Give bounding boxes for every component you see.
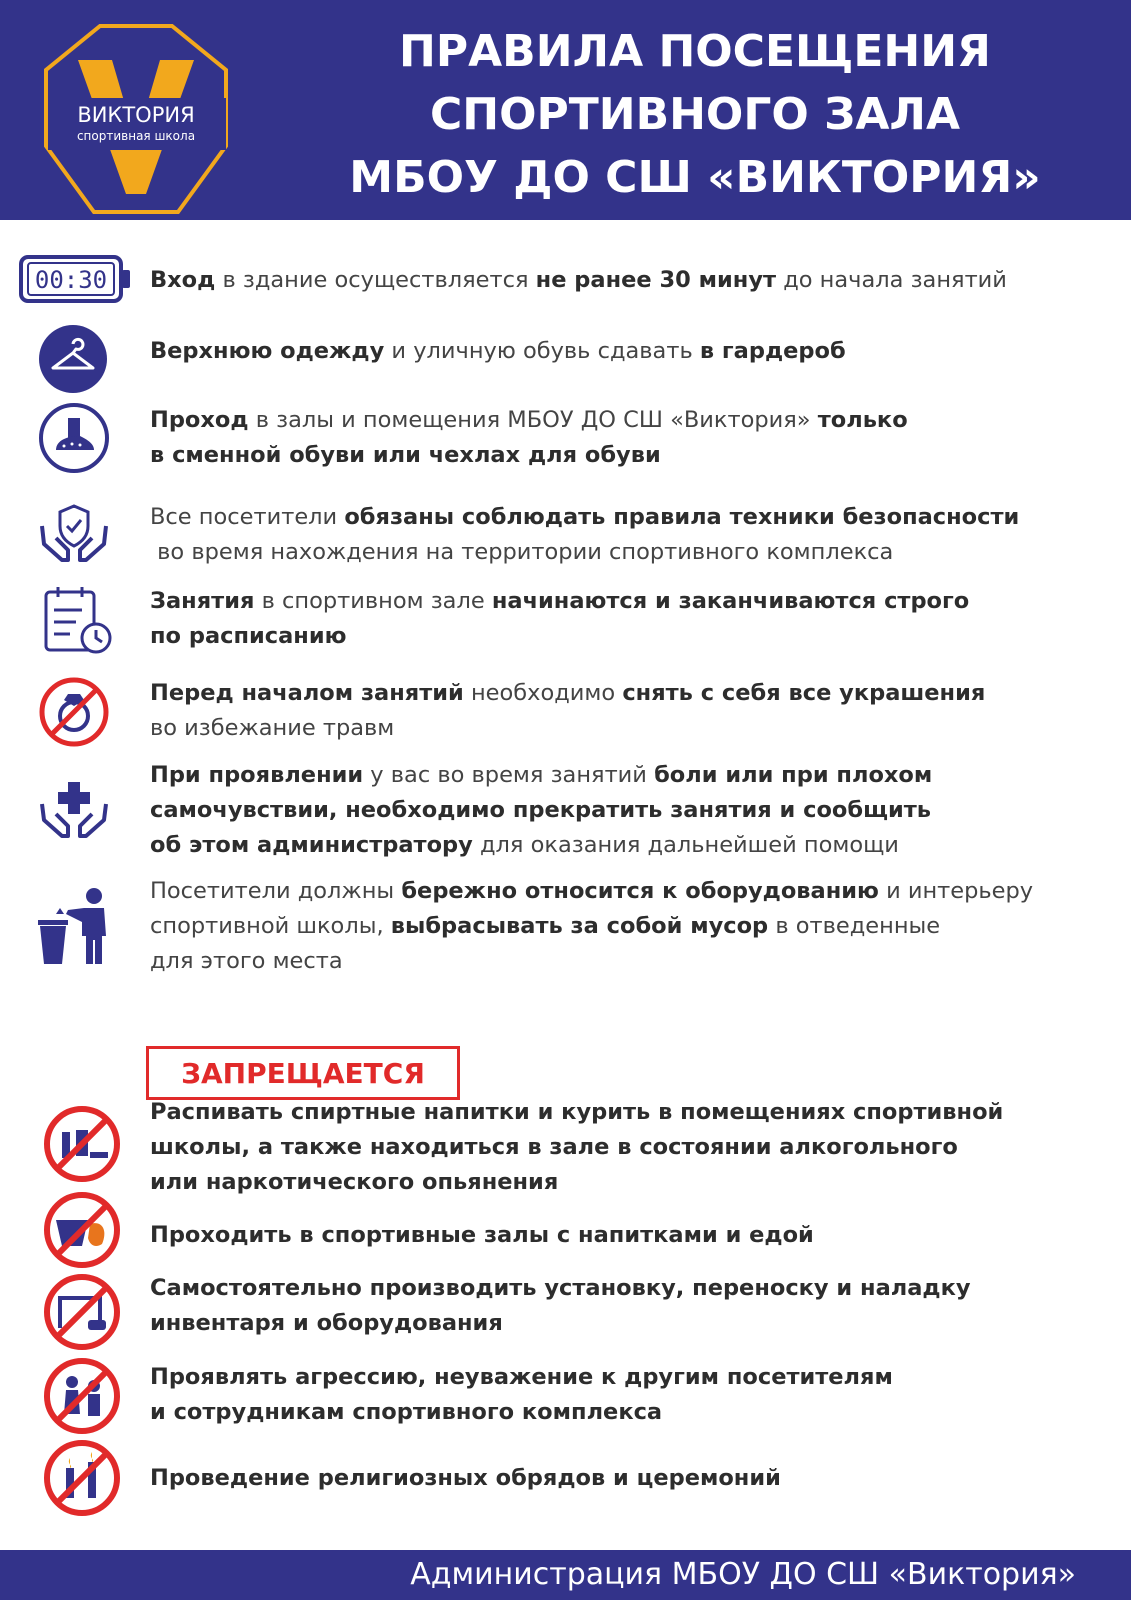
safety-shield-hands-icon xyxy=(38,500,110,564)
rule-jewelry xyxy=(150,676,985,746)
rule-line: самочувствии, необходимо прекратить занятия и сообщить xyxy=(150,797,931,823)
rule-health xyxy=(150,758,932,863)
rule-line: При проявлении у вас во время занятий боли или при плохом xyxy=(150,762,933,788)
rule-equipment-care xyxy=(150,874,1033,979)
rule-line: Проход в залы и помещения МБОУ ДО СШ «Виктория» только xyxy=(150,407,908,433)
ban-line: Распивать спиртные напитки и курить в помещениях спортивной xyxy=(150,1099,1004,1125)
rule-line: для этого места xyxy=(150,948,343,974)
ban-line: и сотрудникам спортивного комплекса xyxy=(150,1399,663,1425)
header-banner xyxy=(0,0,1131,220)
svg-text:спортивная школа: спортивная школа xyxy=(76,129,196,143)
footer-banner xyxy=(0,1550,1131,1600)
no-alcohol-smoking-icon xyxy=(42,1104,122,1184)
svg-text:ВИКТОРИЯ: ВИКТОРИЯ xyxy=(77,103,195,127)
no-food-drinks-icon xyxy=(42,1190,122,1270)
ban-line: Самостоятельно производить установку, переноску и наладку xyxy=(150,1275,971,1301)
rule-line: об этом администратору для оказания дальнейшей помощи xyxy=(150,832,899,858)
rule-line: спортивной школы, выбрасывать за собой мусор в отведенные xyxy=(150,913,941,939)
ban-line: Проявлять агрессию, неуважение к другим посетителям xyxy=(150,1364,893,1390)
medical-help-hands-icon xyxy=(38,778,110,840)
ban-line: Проходить в спортивные залы с напитками и едой xyxy=(150,1222,814,1248)
forbidden-religious-rites xyxy=(150,1461,781,1496)
clock-display: 00:30 xyxy=(34,266,108,294)
rule-line: во время нахождения на территории спортивного комплекса xyxy=(150,539,894,565)
rule-line: Перед началом занятий необходимо снять с себя все украшения xyxy=(150,680,986,706)
forbidden-alcohol-smoking xyxy=(150,1095,1003,1200)
shoe-cover-icon xyxy=(38,402,110,474)
school-logo xyxy=(38,22,234,218)
forbidden-equipment-setup xyxy=(150,1271,971,1341)
rule-line: Все посетители обязаны соблюдать правила техники безопасности xyxy=(150,504,1020,530)
rule-line: Посетители должны бережно относится к оборудованию и интерьеру xyxy=(150,878,1034,904)
rule-line: Верхнюю одежду и уличную обувь сдавать в гардероб xyxy=(150,338,846,364)
rule-line: по расписанию xyxy=(150,623,347,649)
ban-line: Проведение религиозных обрядов и церемоний xyxy=(150,1465,781,1491)
rule-line: во избежание травм xyxy=(150,715,395,741)
page-title xyxy=(300,20,1090,209)
rule-safety xyxy=(150,500,1019,570)
forbidden-aggression xyxy=(150,1360,893,1430)
forbidden-heading: ЗАПРЕЩАЕТСЯ xyxy=(146,1046,460,1100)
rule-line: Вход в здание осуществляется не ранее 30 минут до начала занятий xyxy=(150,267,1007,293)
no-jewelry-icon xyxy=(38,676,110,748)
no-equipment-setup-icon xyxy=(42,1272,122,1352)
forbidden-food-drinks xyxy=(150,1218,814,1253)
rule-schedule xyxy=(150,584,969,654)
title-line: ПРАВИЛА ПОСЕЩЕНИЯ xyxy=(399,26,991,77)
trash-disposal-icon xyxy=(36,884,116,966)
no-aggression-icon xyxy=(42,1356,122,1436)
schedule-calendar-icon xyxy=(42,584,116,658)
rule-line: Занятия в спортивном зале начинаются и заканчиваются строго xyxy=(150,588,970,614)
ban-line: школы, а также находиться в зале в состоянии алкогольного xyxy=(150,1134,958,1160)
rule-line: в сменной обуви или чехлах для обуви xyxy=(150,442,661,468)
title-line: СПОРТИВНОГО ЗАЛА xyxy=(429,89,961,140)
ban-line: инвентаря и оборудования xyxy=(150,1310,503,1336)
no-religious-rites-icon xyxy=(42,1438,122,1518)
ban-line: или наркотического опьянения xyxy=(150,1169,559,1195)
rule-cloakroom xyxy=(150,334,846,369)
rule-replacement-shoes xyxy=(150,403,908,473)
footer-text: Администрация МБОУ ДО СШ «Виктория» xyxy=(410,1557,1076,1592)
rule-entry-time xyxy=(150,263,1007,298)
hanger-icon xyxy=(38,324,108,394)
clock-icon xyxy=(18,254,134,304)
title-line: МБОУ ДО СШ «ВИКТОРИЯ» xyxy=(349,152,1041,203)
